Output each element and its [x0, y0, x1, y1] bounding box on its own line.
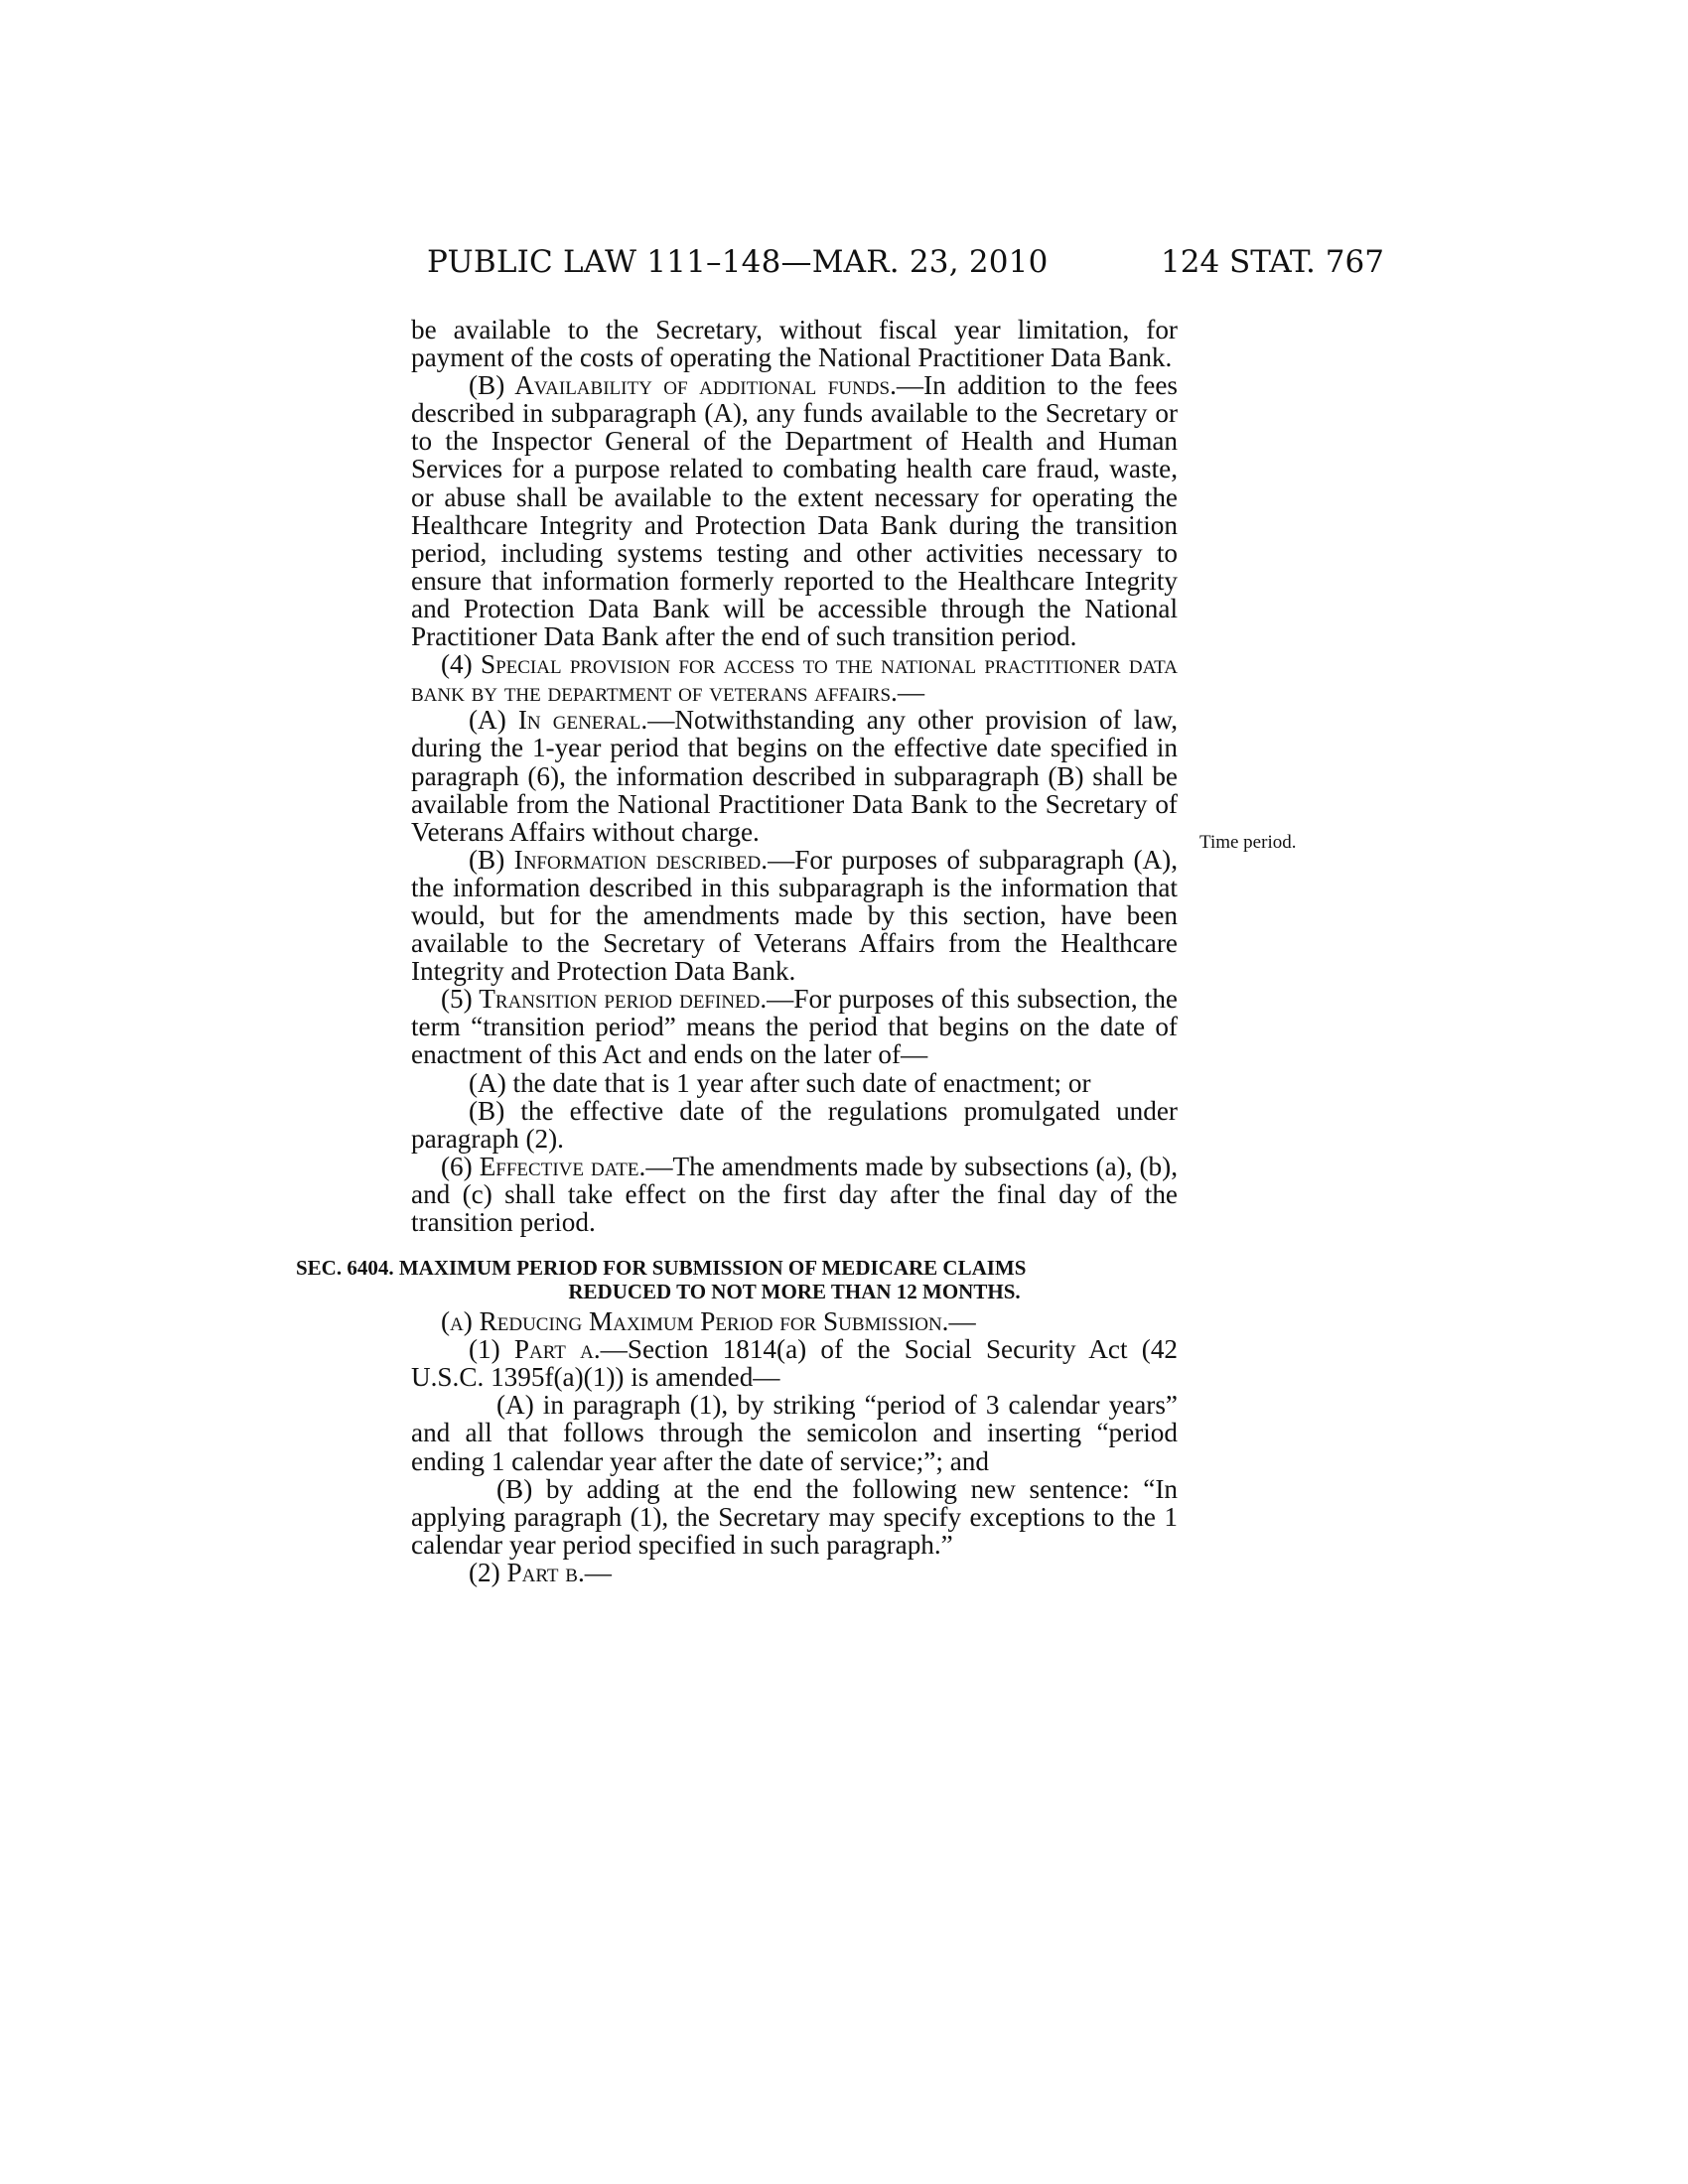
paragraph	[411, 1335, 1178, 1391]
paragraph-heading: (A) In general.	[469, 705, 648, 736]
paragraph-heading: Special provision for access to the national practitioner data bank by the department of veterans affairs.	[411, 649, 1178, 708]
paragraph	[411, 1475, 1178, 1559]
text: —Notwithstanding any other provision of law, during the 1-year period that begins on the effective date specified in paragraph (6), the information described in subparagraph (B) shall be available from the National Practitioner Data Bank to the Secretary of Veterans Affairs without charge.	[411, 705, 1179, 847]
text: —For purposes of subparagraph (A), the information described in this subparagraph is the information that would, but for the amendments made by this section, have been available to the Secretary of Veterans Affairs from the Healthcare Integrity and Protection Data Bank.	[411, 844, 1179, 987]
paragraph	[411, 316, 1178, 371]
text: (B) the effective date of the regulations promulgated under paragraph (2).	[411, 1095, 1178, 1154]
text: —Section 1814(a) of the Social Security Act (42 U.S.C. 1395f(a)(1)) is amended—	[411, 1334, 1179, 1393]
paragraph	[411, 371, 1178, 650]
text: —The amendments made by subsections (a), (b), and (c) shall take effect on the first day after the final day of the transition period.	[411, 1151, 1178, 1237]
paragraph-heading: (1) Part a.	[469, 1334, 601, 1365]
text: (A) in paragraph (1), by striking “period of 3 calendar years” and all that follows through the semicolon and inserting “period ending 1 calendar year after the date of service;”; and	[411, 1390, 1178, 1476]
text: be available to the Secretary, without fiscal year limitation, for payment of the costs of operating the National Practitioner Data Bank.	[411, 315, 1178, 373]
statute-page-number: 124 STAT. 767	[1161, 244, 1384, 280]
text: —	[897, 677, 925, 708]
text: —In addition to the fees described in subparagraph (A), any funds available to the Secretary or to the Inspector General of the Department of Health and Human Services for a purpose related to combating health care fraud, waste, or abuse shall be available to the extent necessary for operating the Healthcare Integrity and Protection Data Bank during the transition period, including systems testing and other activities necessary to ensure that information formerly reported to the Healthcare Integrity and Protection Data Bank will be accessible through the National Practitioner Data Bank after the end of such transition period.	[411, 370, 1178, 652]
paragraph-heading: (5) Transition period defined.	[441, 984, 768, 1015]
section-heading-line: SEC. 6404. MAXIMUM PERIOD FOR SUBMISSION OF MEDICARE CLAIMS	[296, 1256, 1027, 1281]
text: (B) by adding at the end the following new sentence: “In applying paragraph (1), the Secretary may specify exceptions to the 1 calendar year period specified in such paragraph.”	[411, 1473, 1178, 1560]
paragraph-heading: (6) Effective date.	[441, 1151, 646, 1181]
paragraph	[411, 1097, 1178, 1153]
paragraph-heading: (a) Reducing Maximum Period for Submission.	[441, 1306, 949, 1337]
body-text	[296, 315, 1179, 1587]
paragraph	[411, 1559, 1178, 1586]
section-heading-line: REDUCED TO NOT MORE THAN 12 MONTHS.	[568, 1280, 1021, 1304]
paragraph	[411, 985, 1178, 1068]
paragraph	[411, 1153, 1178, 1236]
paragraph-number: (4)	[441, 649, 481, 680]
margin-note: Time period.	[1199, 832, 1297, 853]
paragraph	[411, 1307, 1178, 1335]
running-head: PUBLIC LAW 111–148—MAR. 23, 2010	[427, 244, 1049, 280]
text: —	[584, 1557, 612, 1587]
paragraph-heading: (2) Part b.	[469, 1557, 585, 1587]
page-header	[0, 244, 1688, 284]
section-heading	[296, 1256, 1178, 1303]
paragraph	[411, 706, 1178, 845]
paragraph-heading: (B) Information described.	[469, 844, 769, 875]
paragraph-heading: (B) Availability of additional funds.	[469, 370, 897, 401]
text: —For purposes of this subsection, the term “transition period” means the period that begins on the date of enactment of this Act and ends on the later of—	[411, 984, 1178, 1070]
paragraph	[411, 1391, 1178, 1474]
paragraph	[411, 846, 1178, 985]
text: —	[948, 1306, 976, 1337]
paragraph	[411, 650, 1178, 706]
paragraph	[411, 1069, 1178, 1097]
text: (A) the date that is 1 year after such date of enactment; or	[469, 1067, 1091, 1098]
